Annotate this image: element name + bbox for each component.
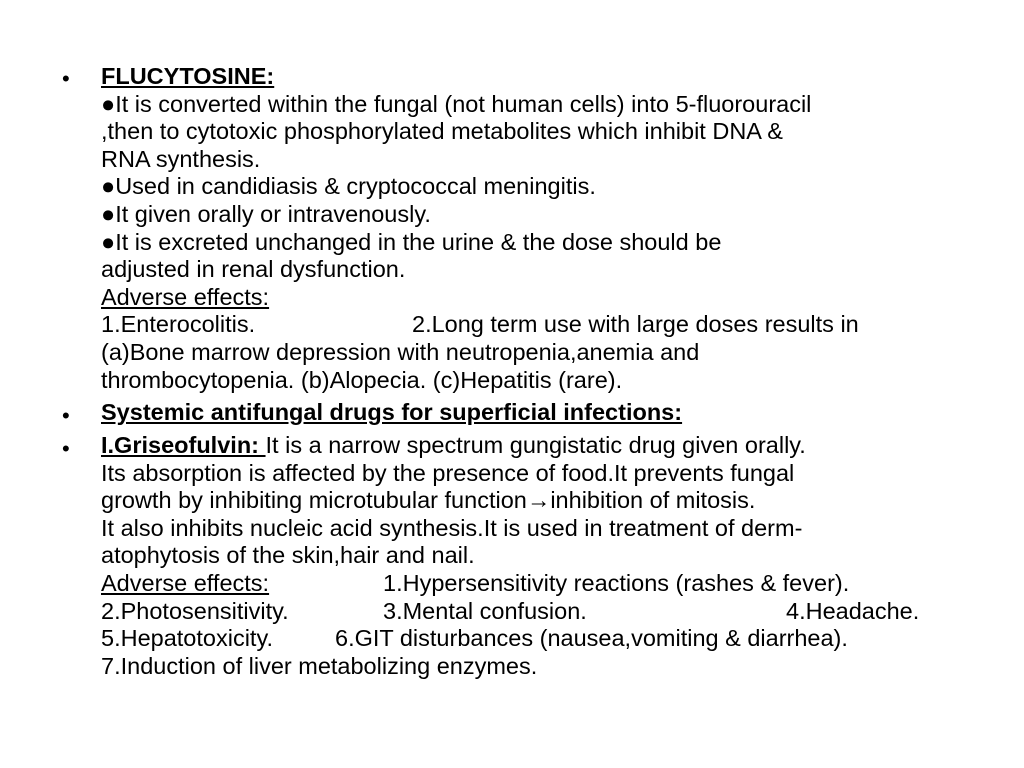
- flucytosine-adverse-item: 1.Enterocolitis.: [101, 311, 256, 338]
- systemic-antifungal-block: [101, 399, 981, 427]
- griseofulvin-line: growth by inhibiting microtubular function→inhibition of mitosis.: [101, 487, 756, 514]
- flucytosine-line: ●It is excreted unchanged in the urine & the dose should be: [101, 228, 722, 255]
- flucytosine-adverse-line: (a)Bone marrow depression with neutropenia,anemia and: [101, 338, 700, 365]
- griseofulvin-effect: 1.Hypersensitivity reactions (rashes & fever).: [383, 569, 850, 596]
- bullet-marker: •: [62, 66, 70, 91]
- bullet-marker: •: [62, 436, 70, 461]
- flucytosine-adverse-label: Adverse effects:: [101, 283, 270, 310]
- flucytosine-line: ●It given orally or intravenously.: [101, 200, 431, 227]
- griseofulvin-effect: 7.Induction of liver metabolizing enzymes.: [101, 652, 538, 679]
- griseofulvin-effect: 6.GIT disturbances (nausea,vomiting & diarrhea).: [335, 625, 848, 652]
- griseofulvin-line: Its absorption is affected by the presence of food.It prevents fungal: [101, 459, 795, 486]
- griseofulvin-line: It is a narrow spectrum gungistatic drug given orally.: [265, 432, 806, 458]
- griseofulvin-line: atophytosis of the skin,hair and nail.: [101, 542, 475, 569]
- griseofulvin-effect: 4.Headache.: [786, 597, 920, 624]
- griseofulvin-block: [101, 432, 981, 680]
- flucytosine-line: ●Used in candidiasis & cryptococcal meningitis.: [101, 173, 596, 200]
- flucytosine-line: RNA synthesis.: [101, 145, 261, 172]
- systemic-antifungal-heading: Systemic antifungal drugs for superficial infections:: [101, 399, 683, 425]
- flucytosine-adverse-item: 2.Long term use with large doses results in: [412, 311, 859, 338]
- flucytosine-heading: FLUCYTOSINE:: [101, 63, 275, 89]
- griseofulvin-adverse-label: Adverse effects:: [101, 569, 270, 596]
- griseofulvin-effect: 2.Photosensitivity.: [101, 597, 289, 624]
- flucytosine-line: ,then to cytotoxic phosphorylated metabolites which inhibit DNA &: [101, 118, 783, 145]
- flucytosine-line: ●It is converted within the fungal (not human cells) into 5-fluorouracil: [101, 90, 812, 117]
- griseofulvin-line: It also inhibits nucleic acid synthesis.It is used in treatment of derm-: [101, 514, 803, 541]
- griseofulvin-effect: 5.Hepatotoxicity.: [101, 625, 273, 652]
- flucytosine-line: adjusted in renal dysfunction.: [101, 256, 406, 283]
- flucytosine-block: [101, 63, 981, 394]
- flucytosine-adverse-line: thrombocytopenia. (b)Alopecia. (c)Hepatitis (rare).: [101, 366, 623, 393]
- griseofulvin-effect: 3.Mental confusion.: [383, 597, 587, 624]
- griseofulvin-heading: I.Griseofulvin:: [101, 432, 266, 458]
- bullet-marker: •: [62, 403, 70, 428]
